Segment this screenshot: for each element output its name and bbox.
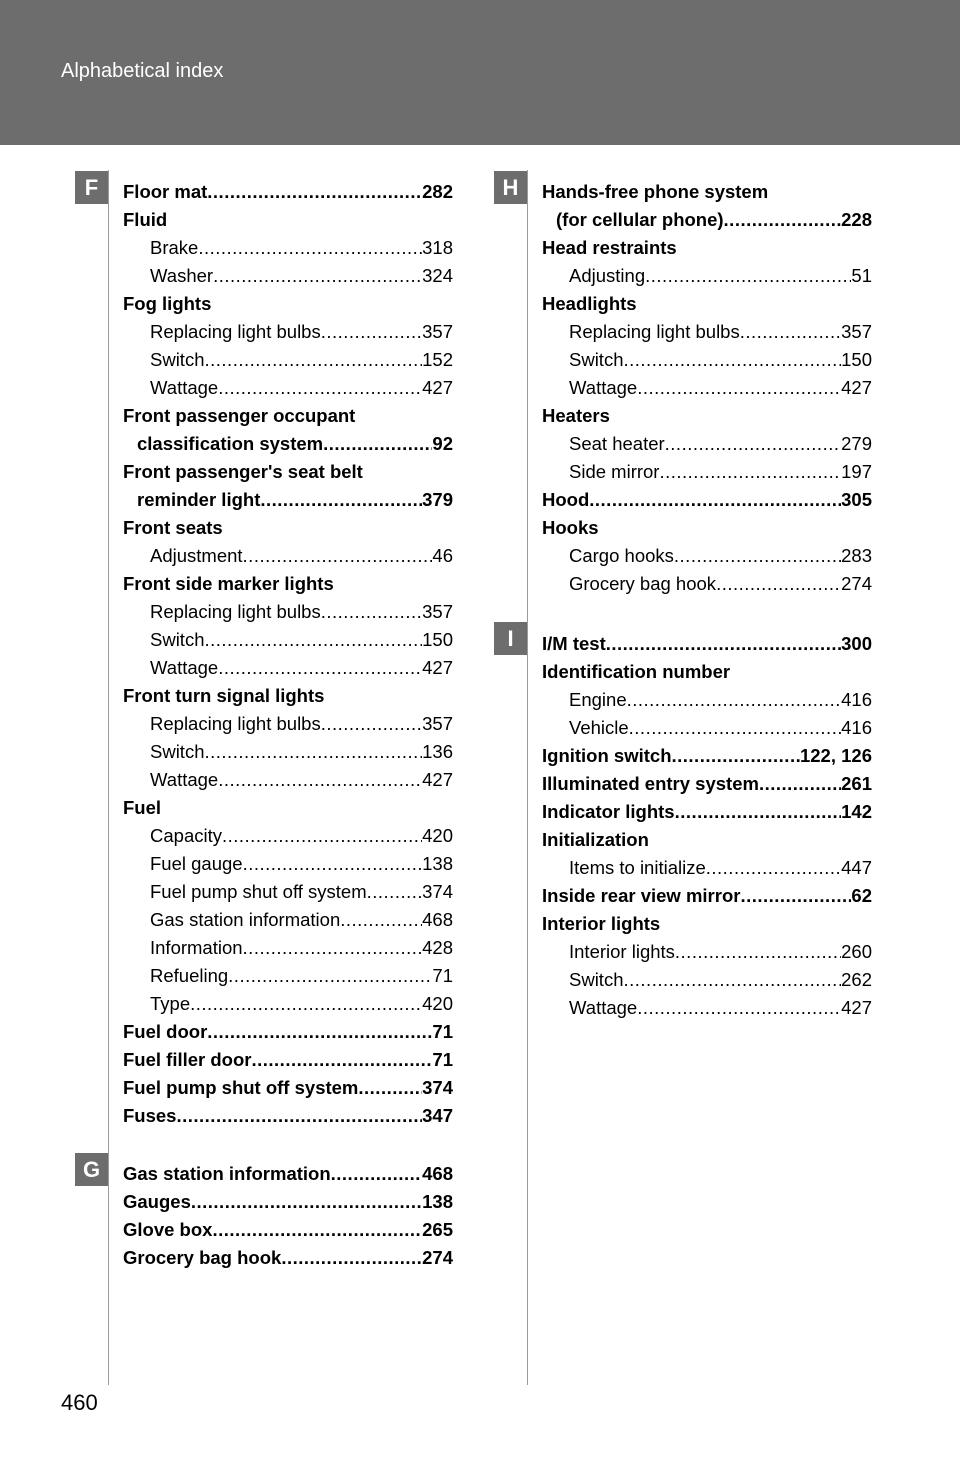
index-entry — [542, 798, 872, 826]
entry-label: (for cellular phone) — [556, 209, 724, 230]
entry-label: Capacity — [150, 825, 222, 846]
index-entry — [123, 682, 453, 710]
dot-leader — [740, 318, 841, 346]
entry-page-number: 136 — [422, 741, 453, 762]
dot-leader — [606, 630, 841, 658]
entry-page-number: 300 — [841, 633, 872, 654]
entry-label: Replacing light bulbs — [150, 601, 321, 622]
index-entry — [542, 910, 872, 938]
entry-label: Switch — [150, 629, 205, 650]
index-entry — [123, 710, 453, 738]
dot-leader — [358, 1074, 422, 1102]
dot-leader — [198, 234, 422, 262]
dot-leader — [260, 486, 422, 514]
dot-leader — [637, 374, 841, 402]
section-letter-i: I — [494, 622, 527, 655]
index-entry — [123, 1160, 453, 1188]
entry-page-number: 318 — [422, 237, 453, 258]
entry-page-number: 92 — [432, 433, 453, 454]
entry-label: Headlights — [542, 293, 637, 314]
entry-label: Switch — [150, 741, 205, 762]
index-entry — [542, 542, 872, 570]
entry-page-number: 138 — [422, 1191, 453, 1212]
section-letter-f: F — [75, 171, 108, 204]
entry-page-number: 261 — [841, 773, 872, 794]
entry-page-number: 374 — [422, 881, 453, 902]
entry-page-number: 282 — [422, 181, 453, 202]
dot-leader — [331, 1160, 422, 1188]
entry-label: I/M test — [542, 633, 606, 654]
entry-label: Wattage — [150, 769, 219, 790]
entry-label: Gas station information — [150, 909, 341, 930]
entry-page-number: 420 — [422, 825, 453, 846]
column-divider-right — [527, 170, 528, 1385]
dot-leader — [759, 770, 841, 798]
index-entry — [123, 1074, 453, 1102]
entry-label: Front turn signal lights — [123, 685, 325, 706]
entry-label: Inside rear view mirror — [542, 885, 741, 906]
dot-leader — [205, 738, 423, 766]
entry-page-number: 138 — [422, 853, 453, 874]
entry-page-number: 357 — [422, 601, 453, 622]
dot-leader — [672, 742, 800, 770]
entry-label: Illuminated entry system — [542, 773, 759, 794]
dot-leader — [207, 178, 422, 206]
index-entry — [542, 458, 872, 486]
index-entry — [123, 178, 453, 206]
dot-leader — [716, 570, 841, 598]
entry-label: Glove box — [123, 1219, 213, 1240]
index-entry — [123, 430, 453, 458]
entry-page-number: 447 — [841, 857, 872, 878]
entry-label: Replacing light bulbs — [150, 713, 321, 734]
entry-label: Information — [150, 937, 243, 958]
entry-page-number: 283 — [841, 545, 872, 566]
entry-label: Gauges — [123, 1191, 191, 1212]
index-entry — [123, 1018, 453, 1046]
index-entry — [542, 430, 872, 458]
entry-label: Switch — [569, 969, 624, 990]
entry-page-number: 46 — [432, 545, 453, 566]
dot-leader — [724, 206, 842, 234]
entry-page-number: 274 — [422, 1247, 453, 1268]
index-entry — [542, 178, 872, 206]
entry-page-number: 427 — [422, 377, 453, 398]
index-entry — [123, 1046, 453, 1074]
dot-leader — [627, 686, 842, 714]
entry-list-i — [542, 630, 872, 1022]
entry-label: Wattage — [569, 377, 638, 398]
index-entry — [542, 994, 872, 1022]
entry-page-number: 122, 126 — [799, 745, 872, 766]
dot-leader — [706, 854, 841, 882]
entry-page-number: 71 — [432, 965, 453, 986]
index-entry — [542, 570, 872, 598]
entry-label: Fuel door — [123, 1021, 208, 1042]
dot-leader — [218, 654, 422, 682]
entry-label: Replacing light bulbs — [150, 321, 321, 342]
entry-label: Type — [150, 993, 191, 1014]
index-entry — [123, 626, 453, 654]
dot-leader — [659, 458, 841, 486]
index-entry — [123, 822, 453, 850]
page-number: 460 — [61, 1390, 98, 1415]
index-entry — [542, 770, 872, 798]
index-entry — [542, 486, 872, 514]
entry-label: classification system — [137, 433, 324, 454]
dot-leader — [675, 938, 841, 966]
entry-page-number: 357 — [422, 713, 453, 734]
entry-label: Switch — [569, 349, 624, 370]
dot-leader — [367, 878, 423, 906]
header-title: Alphabetical index — [61, 60, 224, 82]
index-entry — [123, 654, 453, 682]
dot-leader — [207, 1018, 432, 1046]
entry-page-number: 468 — [422, 909, 453, 930]
dot-leader — [243, 934, 423, 962]
entry-label: Front seats — [123, 517, 223, 538]
dot-leader — [675, 798, 842, 826]
entry-page-number: 62 — [851, 885, 872, 906]
index-entry — [123, 1102, 453, 1130]
entry-label: Interior lights — [569, 941, 675, 962]
entry-page-number: 260 — [841, 941, 872, 962]
index-entry — [542, 402, 872, 430]
entry-label: Fuel gauge — [150, 853, 243, 874]
entry-label: Vehicle — [569, 717, 629, 738]
dot-leader — [228, 962, 432, 990]
entry-page-number: 228 — [841, 209, 872, 230]
entry-page-number: 150 — [841, 349, 872, 370]
dot-leader — [212, 1216, 422, 1244]
index-entry — [542, 938, 872, 966]
entry-page-number: 416 — [841, 717, 872, 738]
index-entry — [542, 714, 872, 742]
entry-page-number: 197 — [841, 461, 872, 482]
entry-label: Front side marker lights — [123, 573, 334, 594]
index-entry — [123, 794, 453, 822]
entry-label: Adjusting — [569, 265, 646, 286]
dot-leader — [629, 714, 841, 742]
index-entry — [542, 966, 872, 994]
index-entry — [542, 882, 872, 910]
index-entry — [542, 318, 872, 346]
index-entry — [542, 514, 872, 542]
entry-label: Brake — [150, 237, 199, 258]
entry-label: Wattage — [150, 657, 219, 678]
entry-label: Hands-free phone system — [542, 181, 769, 202]
entry-list-g — [123, 1160, 453, 1272]
index-entry — [123, 234, 453, 262]
dot-leader — [176, 1102, 422, 1130]
entry-label: Switch — [150, 349, 205, 370]
entry-label: Interior lights — [542, 913, 661, 934]
index-entry — [123, 486, 453, 514]
entry-label: Grocery bag hook — [123, 1247, 282, 1268]
dot-leader — [191, 1188, 422, 1216]
entry-label: Fog lights — [123, 293, 212, 314]
entry-label: Fuses — [123, 1105, 177, 1126]
dot-leader — [589, 486, 841, 514]
section-letter-g: G — [75, 1153, 108, 1186]
entry-label: Fuel — [123, 797, 162, 818]
column-divider-left — [108, 170, 109, 1385]
index-entry — [123, 262, 453, 290]
entry-label: Front passenger occupant — [123, 405, 356, 426]
index-entry — [123, 1188, 453, 1216]
index-entry — [542, 826, 872, 854]
entry-label: Identification number — [542, 661, 731, 682]
entry-label: Fluid — [123, 209, 168, 230]
entry-page-number: 71 — [432, 1021, 453, 1042]
entry-page-number: 427 — [841, 997, 872, 1018]
entry-label: Seat heater — [569, 433, 665, 454]
entry-label: Side mirror — [569, 461, 660, 482]
dot-leader — [321, 710, 422, 738]
dot-leader — [665, 430, 841, 458]
index-entry — [123, 738, 453, 766]
entry-label: Items to initialize — [569, 857, 706, 878]
entry-page-number: 265 — [422, 1219, 453, 1240]
entry-page-number: 51 — [851, 265, 872, 286]
entry-page-number: 274 — [841, 573, 872, 594]
index-entry — [542, 658, 872, 686]
index-entry — [542, 630, 872, 658]
entry-page-number: 150 — [422, 629, 453, 650]
dot-leader — [624, 966, 842, 994]
entry-label: Indicator lights — [542, 801, 675, 822]
dot-leader — [213, 262, 422, 290]
dot-leader — [637, 994, 841, 1022]
entry-page-number: 427 — [422, 657, 453, 678]
entry-label: Fuel pump shut off system — [150, 881, 367, 902]
index-entry — [542, 374, 872, 402]
index-entry — [123, 290, 453, 318]
dot-leader — [624, 346, 842, 374]
index-entry — [123, 206, 453, 234]
entry-label: Hood — [542, 489, 590, 510]
dot-leader — [251, 1046, 432, 1074]
dot-leader — [674, 542, 841, 570]
index-entry — [123, 598, 453, 626]
entry-label: Heaters — [542, 405, 610, 426]
index-entry — [123, 542, 453, 570]
entry-page-number: 468 — [422, 1163, 453, 1184]
index-entry — [542, 346, 872, 374]
entry-label: Fuel filler door — [123, 1049, 252, 1070]
dot-leader — [740, 882, 851, 910]
index-entry — [123, 878, 453, 906]
section-letter-h: H — [494, 171, 527, 204]
dot-leader — [645, 262, 851, 290]
index-entry — [123, 766, 453, 794]
index-entry — [123, 934, 453, 962]
index-entry — [123, 962, 453, 990]
entry-label: Engine — [569, 689, 627, 710]
entry-page-number: 152 — [422, 349, 453, 370]
index-entry — [123, 318, 453, 346]
dot-leader — [340, 906, 422, 934]
index-entry — [542, 686, 872, 714]
dot-leader — [321, 318, 422, 346]
index-entry — [542, 206, 872, 234]
entry-label: Head restraints — [542, 237, 677, 258]
entry-label: Hooks — [542, 517, 599, 538]
entry-label: Initialization — [542, 829, 649, 850]
dot-leader — [205, 346, 423, 374]
entry-page-number: 357 — [422, 321, 453, 342]
dot-leader — [243, 542, 433, 570]
entry-label: Replacing light bulbs — [569, 321, 740, 342]
entry-label: Wattage — [150, 377, 219, 398]
index-entry — [123, 850, 453, 878]
entry-page-number: 279 — [841, 433, 872, 454]
entry-page-number: 357 — [841, 321, 872, 342]
index-entry — [123, 1216, 453, 1244]
entry-page-number: 420 — [422, 993, 453, 1014]
index-entry — [123, 374, 453, 402]
index-entry — [123, 402, 453, 430]
entry-label: Cargo hooks — [569, 545, 674, 566]
dot-leader — [323, 430, 432, 458]
entry-list-f — [123, 178, 453, 1130]
index-entry — [123, 1244, 453, 1272]
dot-leader — [218, 766, 422, 794]
index-entry — [123, 990, 453, 1018]
entry-label: reminder light — [137, 489, 261, 510]
entry-page-number: 324 — [422, 265, 453, 286]
dot-leader — [321, 598, 422, 626]
entry-label: Adjustment — [150, 545, 243, 566]
entry-label: Floor mat — [123, 181, 208, 202]
entry-label: Front passenger's seat belt — [123, 461, 363, 482]
dot-leader — [243, 850, 423, 878]
entry-label: Washer — [150, 265, 214, 286]
index-entry — [542, 290, 872, 318]
entry-page-number: 427 — [422, 769, 453, 790]
entry-page-number: 347 — [422, 1105, 453, 1126]
dot-leader — [222, 822, 422, 850]
entry-label: Wattage — [569, 997, 638, 1018]
entry-page-number: 428 — [422, 937, 453, 958]
index-entry — [542, 854, 872, 882]
entry-page-number: 374 — [422, 1077, 453, 1098]
entry-label: Gas station information — [123, 1163, 331, 1184]
index-entry — [123, 346, 453, 374]
dot-leader — [281, 1244, 422, 1272]
entry-page-number: 379 — [422, 489, 453, 510]
index-entry — [542, 262, 872, 290]
index-entry — [542, 234, 872, 262]
index-entry — [123, 458, 453, 486]
entry-page-number: 71 — [432, 1049, 453, 1070]
index-entry — [123, 514, 453, 542]
dot-leader — [205, 626, 423, 654]
entry-label: Ignition switch — [542, 745, 672, 766]
entry-label: Refueling — [150, 965, 229, 986]
dot-leader — [190, 990, 422, 1018]
page-header — [0, 0, 960, 145]
entry-label: Grocery bag hook — [569, 573, 717, 594]
entry-page-number: 262 — [841, 969, 872, 990]
entry-list-h — [542, 178, 872, 598]
entry-label: Fuel pump shut off system — [123, 1077, 359, 1098]
index-entry — [123, 906, 453, 934]
entry-page-number: 427 — [841, 377, 872, 398]
entry-page-number: 142 — [841, 801, 872, 822]
dot-leader — [218, 374, 422, 402]
entry-page-number: 416 — [841, 689, 872, 710]
index-entry — [123, 570, 453, 598]
entry-page-number: 305 — [841, 489, 872, 510]
index-entry — [542, 742, 872, 770]
